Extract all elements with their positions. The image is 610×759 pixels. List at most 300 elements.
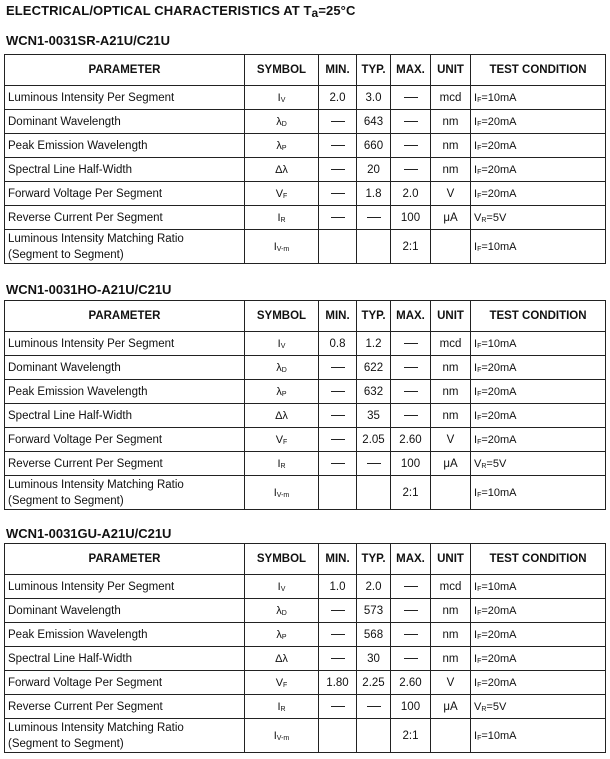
condition-subscript: F bbox=[477, 438, 482, 446]
unit-value: nm bbox=[442, 385, 459, 398]
symbol-cell bbox=[245, 671, 319, 695]
test-condition-cell bbox=[471, 575, 606, 599]
typ-value: 20 bbox=[367, 163, 380, 176]
symbol-cell bbox=[245, 695, 319, 719]
parameter-label: Luminous Intensity Per Segment bbox=[8, 337, 175, 350]
condition-main: I bbox=[474, 580, 478, 593]
table-row bbox=[5, 380, 606, 404]
condition-subscript: R bbox=[481, 462, 487, 470]
unit-cell bbox=[431, 575, 471, 599]
condition-subscript: F bbox=[477, 144, 482, 152]
symbol-subscript: F bbox=[283, 681, 288, 689]
max-value: 100 bbox=[400, 457, 421, 470]
max-cell bbox=[391, 206, 431, 230]
unit-value: mcd bbox=[439, 91, 462, 104]
test-condition-cell bbox=[471, 332, 606, 356]
table-row bbox=[5, 356, 606, 380]
test-condition-cell bbox=[471, 356, 606, 380]
condition-value: =10mA bbox=[481, 240, 517, 253]
parameter-cell bbox=[5, 134, 245, 158]
unit-value: nm bbox=[442, 163, 459, 176]
column-header: TYP. bbox=[357, 544, 391, 575]
condition-main: I bbox=[474, 486, 478, 499]
parameter-label-line2: (Segment to Segment) bbox=[8, 494, 124, 507]
unit-value: V bbox=[446, 433, 455, 446]
condition-subscript: F bbox=[477, 96, 482, 104]
symbol-cell bbox=[245, 158, 319, 182]
table-row bbox=[5, 428, 606, 452]
min-cell bbox=[319, 110, 357, 134]
min-cell bbox=[319, 695, 357, 719]
dash-mark bbox=[331, 658, 345, 659]
unit-value: nm bbox=[442, 361, 459, 374]
table-row bbox=[5, 182, 606, 206]
typ-value: 573 bbox=[363, 604, 384, 617]
dash-mark bbox=[367, 217, 381, 218]
typ-value: 568 bbox=[363, 628, 384, 641]
max-cell bbox=[391, 158, 431, 182]
column-header: TEST CONDITION bbox=[471, 544, 606, 575]
column-header: UNIT bbox=[431, 55, 471, 86]
unit-value: μA bbox=[443, 211, 458, 224]
condition-main: I bbox=[474, 676, 478, 689]
max-value: 100 bbox=[400, 700, 421, 713]
table-row bbox=[5, 158, 606, 182]
unit-cell bbox=[431, 695, 471, 719]
dash-mark bbox=[404, 97, 418, 98]
column-header: MIN. bbox=[319, 301, 357, 332]
unit-value: mcd bbox=[439, 580, 462, 593]
dash-mark bbox=[331, 391, 345, 392]
condition-value: =20mA bbox=[481, 385, 517, 398]
typ-cell bbox=[357, 206, 391, 230]
parameter-cell bbox=[5, 719, 245, 753]
condition-subscript: F bbox=[477, 609, 482, 617]
condition-subscript: F bbox=[477, 633, 482, 641]
typ-cell bbox=[357, 575, 391, 599]
symbol-main: I bbox=[277, 337, 281, 350]
typ-value: 660 bbox=[363, 139, 384, 152]
symbol-cell bbox=[245, 110, 319, 134]
condition-main: I bbox=[474, 385, 478, 398]
symbol-main: V bbox=[275, 433, 284, 446]
symbol-cell bbox=[245, 623, 319, 647]
symbol-cell bbox=[245, 428, 319, 452]
typ-cell bbox=[357, 647, 391, 671]
min-cell bbox=[319, 332, 357, 356]
unit-cell bbox=[431, 206, 471, 230]
parameter-label: Forward Voltage Per Segment bbox=[8, 187, 163, 200]
test-condition-cell bbox=[471, 476, 606, 510]
min-cell bbox=[319, 86, 357, 110]
parameter-cell bbox=[5, 380, 245, 404]
dash-mark bbox=[331, 439, 345, 440]
typ-cell bbox=[357, 719, 391, 753]
min-cell bbox=[319, 671, 357, 695]
dash-mark bbox=[331, 193, 345, 194]
condition-subscript: F bbox=[477, 168, 482, 176]
condition-main: I bbox=[474, 337, 478, 350]
test-condition-cell bbox=[471, 671, 606, 695]
max-cell bbox=[391, 476, 431, 510]
unit-value: nm bbox=[442, 652, 459, 665]
section-title-sr: WCN1-0031SR-A21U/C21U bbox=[6, 33, 170, 48]
parameter-cell bbox=[5, 476, 245, 510]
dash-mark bbox=[404, 658, 418, 659]
parameter-cell bbox=[5, 671, 245, 695]
column-header: MIN. bbox=[319, 544, 357, 575]
column-header: PARAMETER bbox=[5, 544, 245, 575]
page-title bbox=[6, 2, 355, 20]
condition-main: I bbox=[474, 409, 478, 422]
min-cell bbox=[319, 158, 357, 182]
unit-cell bbox=[431, 158, 471, 182]
symbol-subscript: R bbox=[280, 462, 286, 470]
table-row bbox=[5, 623, 606, 647]
section-title-gu: WCN1-0031GU-A21U/C21U bbox=[6, 526, 172, 541]
min-cell bbox=[319, 230, 357, 264]
typ-cell bbox=[357, 452, 391, 476]
column-header: MAX. bbox=[391, 301, 431, 332]
typ-cell bbox=[357, 332, 391, 356]
dash-mark bbox=[404, 121, 418, 122]
condition-value: =10mA bbox=[481, 486, 517, 499]
test-condition-cell bbox=[471, 182, 606, 206]
max-cell bbox=[391, 647, 431, 671]
max-cell bbox=[391, 110, 431, 134]
parameter-label: Peak Emission Wavelength bbox=[8, 628, 148, 641]
table-row bbox=[5, 599, 606, 623]
typ-cell bbox=[357, 599, 391, 623]
parameter-cell bbox=[5, 452, 245, 476]
dash-mark bbox=[367, 706, 381, 707]
test-condition-cell bbox=[471, 404, 606, 428]
unit-cell bbox=[431, 623, 471, 647]
test-condition-cell bbox=[471, 647, 606, 671]
condition-value: =20mA bbox=[481, 676, 517, 689]
unit-cell bbox=[431, 332, 471, 356]
table-row bbox=[5, 476, 606, 510]
max-value: 2.60 bbox=[399, 676, 422, 689]
section-title-ho: WCN1-0031HO-A21U/C21U bbox=[6, 282, 172, 297]
condition-subscript: F bbox=[477, 491, 482, 499]
typ-cell bbox=[357, 671, 391, 695]
table-header-row bbox=[5, 544, 606, 575]
condition-main: I bbox=[474, 187, 478, 200]
condition-main: V bbox=[474, 700, 482, 713]
typ-value: 2.0 bbox=[365, 580, 382, 593]
typ-cell bbox=[357, 428, 391, 452]
test-condition-cell bbox=[471, 158, 606, 182]
unit-cell bbox=[431, 356, 471, 380]
dash-mark bbox=[331, 610, 345, 611]
unit-cell bbox=[431, 599, 471, 623]
max-cell bbox=[391, 134, 431, 158]
unit-cell bbox=[431, 452, 471, 476]
min-cell bbox=[319, 356, 357, 380]
symbol-cell bbox=[245, 719, 319, 753]
table-header-row bbox=[5, 55, 606, 86]
typ-cell bbox=[357, 182, 391, 206]
column-header: TYP. bbox=[357, 301, 391, 332]
min-cell bbox=[319, 647, 357, 671]
symbol-subscript: D bbox=[281, 120, 287, 128]
parameter-label: Luminous Intensity Per Segment bbox=[8, 580, 175, 593]
dash-mark bbox=[404, 169, 418, 170]
unit-cell bbox=[431, 647, 471, 671]
min-cell bbox=[319, 575, 357, 599]
symbol-cell bbox=[245, 182, 319, 206]
condition-subscript: F bbox=[477, 120, 482, 128]
symbol-subscript: F bbox=[283, 438, 288, 446]
table-header-row bbox=[5, 301, 606, 332]
max-cell bbox=[391, 380, 431, 404]
symbol-cell bbox=[245, 452, 319, 476]
unit-cell bbox=[431, 476, 471, 510]
dash-mark bbox=[404, 586, 418, 587]
symbol-main: λ bbox=[276, 385, 282, 398]
parameter-cell bbox=[5, 695, 245, 719]
condition-value: =5V bbox=[486, 211, 507, 224]
condition-value: =20mA bbox=[481, 163, 517, 176]
parameter-cell bbox=[5, 647, 245, 671]
parameter-cell bbox=[5, 575, 245, 599]
unit-value: nm bbox=[442, 604, 459, 617]
parameter-cell bbox=[5, 404, 245, 428]
unit-value: nm bbox=[442, 115, 459, 128]
max-cell bbox=[391, 86, 431, 110]
table-row bbox=[5, 110, 606, 134]
condition-main: I bbox=[474, 652, 478, 665]
symbol-subscript: R bbox=[280, 216, 286, 224]
symbol-main: Δλ bbox=[275, 409, 288, 422]
dash-mark bbox=[331, 706, 345, 707]
unit-value: μA bbox=[443, 457, 458, 470]
min-cell bbox=[319, 452, 357, 476]
unit-value: μA bbox=[443, 700, 458, 713]
min-cell bbox=[319, 599, 357, 623]
column-header: TYP. bbox=[357, 55, 391, 86]
dash-mark bbox=[404, 367, 418, 368]
column-header: MAX. bbox=[391, 55, 431, 86]
column-header: MIN. bbox=[319, 55, 357, 86]
symbol-cell bbox=[245, 356, 319, 380]
max-cell bbox=[391, 428, 431, 452]
unit-value: nm bbox=[442, 409, 459, 422]
parameter-label: Forward Voltage Per Segment bbox=[8, 676, 163, 689]
condition-main: I bbox=[474, 139, 478, 152]
condition-subscript: F bbox=[477, 245, 482, 253]
typ-value: 622 bbox=[363, 361, 384, 374]
typ-value: 2.05 bbox=[362, 433, 385, 446]
typ-cell bbox=[357, 695, 391, 719]
max-cell bbox=[391, 575, 431, 599]
symbol-cell bbox=[245, 134, 319, 158]
typ-cell bbox=[357, 110, 391, 134]
symbol-subscript: V-m bbox=[276, 734, 290, 742]
dash-mark bbox=[331, 217, 345, 218]
max-cell bbox=[391, 332, 431, 356]
condition-main: I bbox=[474, 729, 478, 742]
parameter-cell bbox=[5, 110, 245, 134]
typ-cell bbox=[357, 158, 391, 182]
unit-value: nm bbox=[442, 628, 459, 641]
page-title-suffix: =25°C bbox=[318, 3, 356, 18]
condition-main: I bbox=[474, 604, 478, 617]
min-cell bbox=[319, 182, 357, 206]
table-row bbox=[5, 695, 606, 719]
max-cell bbox=[391, 719, 431, 753]
parameter-cell bbox=[5, 356, 245, 380]
parameter-cell bbox=[5, 182, 245, 206]
test-condition-cell bbox=[471, 230, 606, 264]
parameter-label: Dominant Wavelength bbox=[8, 115, 121, 128]
min-cell bbox=[319, 134, 357, 158]
unit-value: V bbox=[446, 187, 455, 200]
max-cell bbox=[391, 452, 431, 476]
symbol-subscript: P bbox=[281, 144, 287, 152]
typ-value: 2.25 bbox=[362, 676, 385, 689]
symbol-main: I bbox=[277, 580, 281, 593]
parameter-label: Forward Voltage Per Segment bbox=[8, 433, 163, 446]
spec-table-ho bbox=[4, 300, 606, 510]
table-row bbox=[5, 230, 606, 264]
parameter-label: Peak Emission Wavelength bbox=[8, 385, 148, 398]
parameter-label-line2: (Segment to Segment) bbox=[8, 737, 124, 750]
dash-mark bbox=[331, 463, 345, 464]
symbol-main: λ bbox=[276, 604, 282, 617]
max-cell bbox=[391, 623, 431, 647]
max-value: 2.0 bbox=[402, 187, 419, 200]
condition-main: I bbox=[474, 433, 478, 446]
condition-value: =10mA bbox=[481, 729, 517, 742]
max-cell bbox=[391, 404, 431, 428]
unit-cell bbox=[431, 134, 471, 158]
dash-mark bbox=[331, 415, 345, 416]
dash-mark bbox=[331, 634, 345, 635]
symbol-main: V bbox=[275, 676, 284, 689]
unit-cell bbox=[431, 182, 471, 206]
parameter-label: Reverse Current Per Segment bbox=[8, 457, 163, 470]
condition-value: =20mA bbox=[481, 187, 517, 200]
symbol-cell bbox=[245, 404, 319, 428]
min-cell bbox=[319, 380, 357, 404]
min-cell bbox=[319, 206, 357, 230]
condition-value: =20mA bbox=[481, 115, 517, 128]
max-value: 2:1 bbox=[402, 240, 419, 253]
symbol-cell bbox=[245, 206, 319, 230]
test-condition-cell bbox=[471, 86, 606, 110]
column-header: UNIT bbox=[431, 301, 471, 332]
dash-mark bbox=[331, 169, 345, 170]
test-condition-cell bbox=[471, 134, 606, 158]
condition-main: I bbox=[474, 628, 478, 641]
symbol-main: λ bbox=[276, 361, 282, 374]
max-value: 2.60 bbox=[399, 433, 422, 446]
parameter-label: Luminous Intensity Per Segment bbox=[8, 91, 175, 104]
symbol-subscript: D bbox=[281, 609, 287, 617]
condition-value: =5V bbox=[486, 457, 507, 470]
condition-subscript: F bbox=[477, 390, 482, 398]
table-row bbox=[5, 647, 606, 671]
typ-value: 30 bbox=[367, 652, 380, 665]
min-cell bbox=[319, 404, 357, 428]
parameter-label: Reverse Current Per Segment bbox=[8, 211, 163, 224]
dash-mark bbox=[404, 610, 418, 611]
parameter-label: Dominant Wavelength bbox=[8, 604, 121, 617]
test-condition-cell bbox=[471, 110, 606, 134]
table-row bbox=[5, 332, 606, 356]
page-title-subscript: a bbox=[311, 6, 319, 20]
parameter-label: Spectral Line Half-Width bbox=[8, 652, 132, 665]
condition-value: =20mA bbox=[481, 628, 517, 641]
symbol-cell bbox=[245, 380, 319, 404]
table-row bbox=[5, 206, 606, 230]
min-value: 0.8 bbox=[329, 337, 346, 350]
symbol-main: I bbox=[273, 486, 277, 499]
dash-mark bbox=[367, 463, 381, 464]
parameter-label: Luminous Intensity Matching Ratio bbox=[8, 232, 184, 245]
parameter-label: Spectral Line Half-Width bbox=[8, 409, 132, 422]
unit-cell bbox=[431, 86, 471, 110]
column-header: TEST CONDITION bbox=[471, 301, 606, 332]
min-value: 1.80 bbox=[326, 676, 349, 689]
condition-main: I bbox=[474, 361, 478, 374]
typ-value: 35 bbox=[367, 409, 380, 422]
max-cell bbox=[391, 695, 431, 719]
symbol-subscript: R bbox=[280, 705, 286, 713]
dash-mark bbox=[404, 391, 418, 392]
max-value: 100 bbox=[400, 211, 421, 224]
condition-value: =5V bbox=[486, 700, 507, 713]
min-cell bbox=[319, 428, 357, 452]
typ-value: 1.8 bbox=[365, 187, 382, 200]
condition-value: =20mA bbox=[481, 361, 517, 374]
symbol-cell bbox=[245, 647, 319, 671]
parameter-cell bbox=[5, 428, 245, 452]
symbol-main: Δλ bbox=[275, 163, 288, 176]
symbol-main: λ bbox=[276, 139, 282, 152]
unit-cell bbox=[431, 428, 471, 452]
symbol-subscript: F bbox=[283, 192, 288, 200]
parameter-cell bbox=[5, 86, 245, 110]
symbol-main: λ bbox=[276, 628, 282, 641]
condition-subscript: F bbox=[477, 585, 482, 593]
symbol-main: I bbox=[273, 240, 277, 253]
parameter-label: Reverse Current Per Segment bbox=[8, 700, 163, 713]
min-cell bbox=[319, 719, 357, 753]
dash-mark bbox=[331, 121, 345, 122]
symbol-subscript: P bbox=[281, 633, 287, 641]
symbol-subscript: P bbox=[281, 390, 287, 398]
spec-table-sr bbox=[4, 54, 606, 264]
symbol-main: Δλ bbox=[275, 652, 288, 665]
typ-cell bbox=[357, 230, 391, 264]
max-cell bbox=[391, 599, 431, 623]
condition-value: =10mA bbox=[481, 91, 517, 104]
min-cell bbox=[319, 476, 357, 510]
condition-value: =20mA bbox=[481, 433, 517, 446]
symbol-cell bbox=[245, 86, 319, 110]
symbol-main: I bbox=[273, 729, 277, 742]
column-header: PARAMETER bbox=[5, 55, 245, 86]
typ-cell bbox=[357, 404, 391, 428]
symbol-cell bbox=[245, 332, 319, 356]
typ-cell bbox=[357, 623, 391, 647]
condition-value: =20mA bbox=[481, 139, 517, 152]
unit-value: nm bbox=[442, 139, 459, 152]
symbol-subscript: V bbox=[280, 585, 286, 593]
